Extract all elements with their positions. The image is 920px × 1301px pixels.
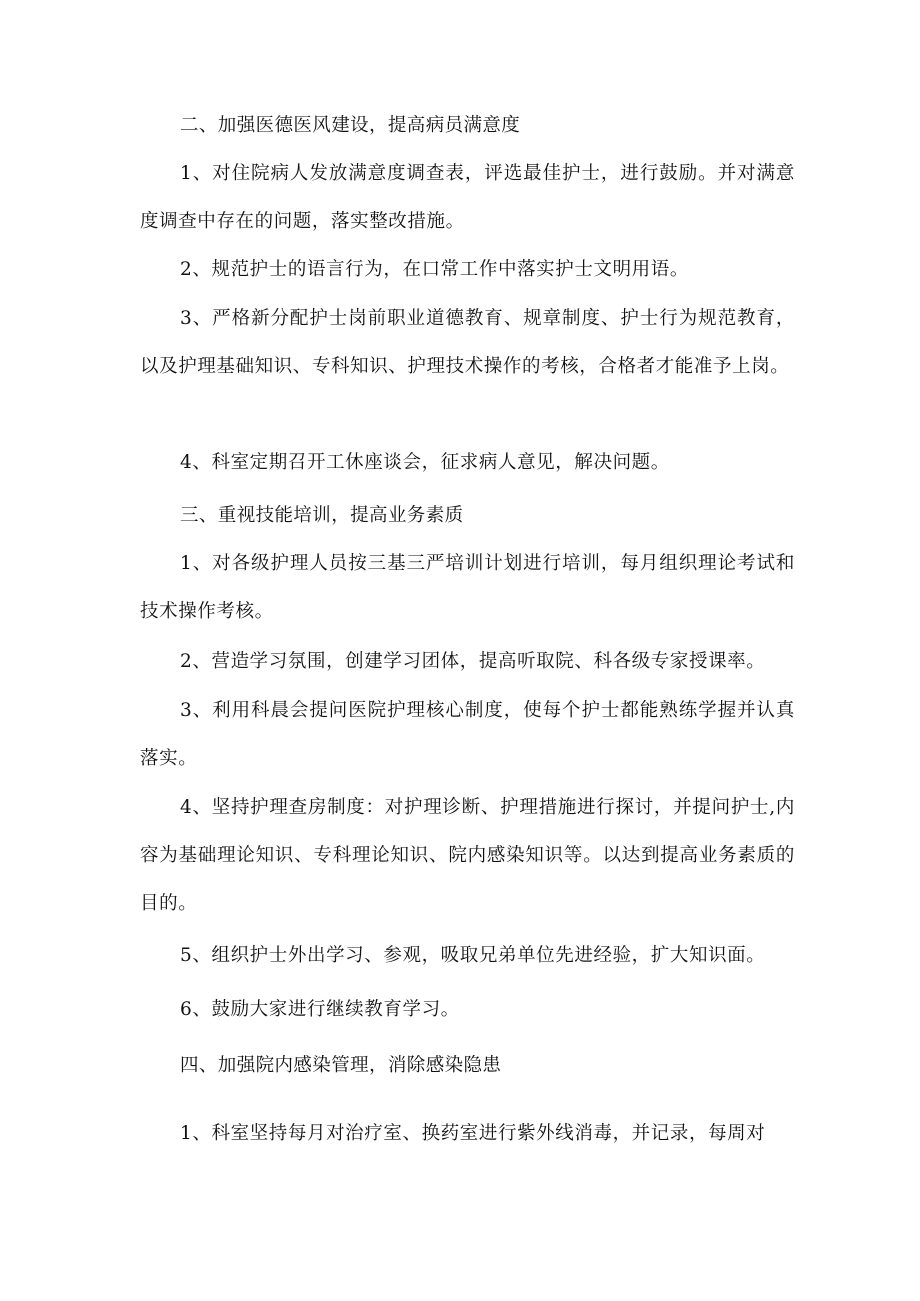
paragraph-2-2: 2、规范护士的语言行为，在口常工作中落实护士文明用语。	[180, 259, 689, 280]
paragraph-3-4: 4、坚持护理查房制度：对护理诊断、护理措施进行探讨，并提问护士,内容为基础理论知识、专科理论知识、院内感染知识等。以达到提高业务素质的目的。	[140, 797, 795, 914]
paragraph-3-1: 1、对各级护理人员按三基三严培训计划进行培训，每月组织理论考试和技术操作考核。	[140, 553, 795, 622]
paragraph-3-6: 6、鼓励大家进行继续教育学习。	[180, 999, 460, 1020]
paragraph-2-1: 1、对住院病人发放满意度调查表，评选最佳护士，进行鼓励。并对满意度调查中存在的问题，落实整改措施。	[140, 163, 795, 232]
paragraph-3-3: 3、利用科晨会提问医院护理核心制度，使每个护士都能熟练学握并认真落实。	[140, 700, 795, 769]
paragraph-2-4: 4、科室定期召开工休座谈会，征求病人意见，解决问题。	[180, 452, 670, 473]
section-heading-4: 四、加强院内感染管理，消除感染隐患	[180, 1055, 502, 1076]
paragraph-3-2: 2、营造学习氛围，创建学习团体，提高听取院、科各级专家授课率。	[180, 651, 766, 672]
section-heading-3: 三、重视技能培训，提高业务素质	[180, 505, 464, 526]
section-heading-2: 二、加强医德医风建设，提高病员满意度	[180, 115, 521, 136]
paragraph-3-5: 5、组织护士外出学习、参观，吸取兄弟单位先进经验，扩大知识面。	[180, 945, 766, 966]
paragraph-2-3: 3、严格新分配护士岗前职业道德教育、规章制度、护士行为规范教育，以及护理基础知识、专科知识、护理技术操作的考核，合格者才能准予上岗。	[140, 308, 795, 377]
paragraph-4-1: 1、科室坚持每月对治疗室、换药室进行紫外线消毒，并记录，每周对	[180, 1123, 766, 1144]
